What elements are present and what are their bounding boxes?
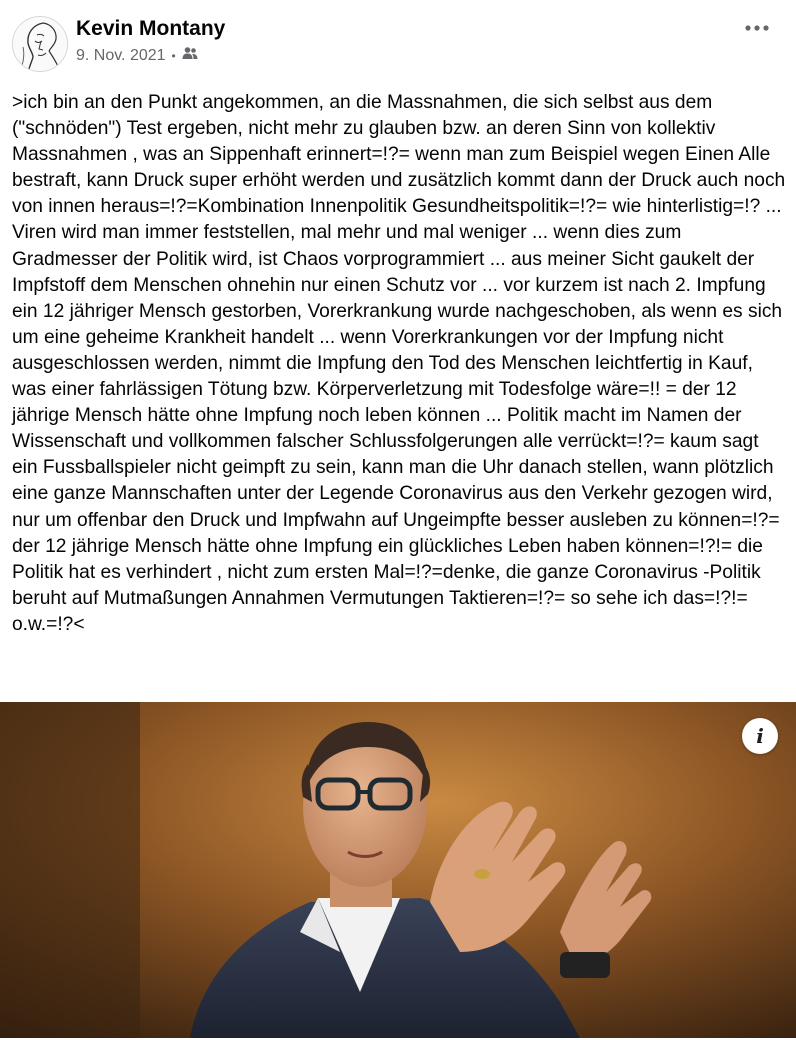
info-icon: i [756, 724, 764, 748]
friends-icon [182, 46, 198, 65]
photo-portrait-man-gesturing [0, 702, 796, 1038]
avatar-sketch-image [13, 17, 67, 71]
post-date[interactable]: 9. Nov. 2021 [76, 46, 166, 64]
meta-separator: • [171, 48, 176, 63]
author-name[interactable]: Kevin Montany [76, 17, 226, 40]
post-meta [76, 46, 198, 65]
post-header [0, 0, 796, 84]
more-horizontal-icon [745, 25, 769, 31]
post-text: >ich bin an den Punkt angekommen, an die Massnahmen, die sich selbst aus dem ("schnöden") Test ergeben, nicht mehr zu glauben bzw. an deren Sinn von kollektiv Massnahmen , was an Sippenhaft erinnert=!?= wenn man zum Beispiel wegen Einen Alle bestraft, kann Druck super erhöht werden und zusätzlich kommt dann der Druck auch noch von innen heraus=!?=Kombination Innenpolitik Gesundheitspolitik=!?= wie hinterlistig=!? ... Viren wird man immer feststellen, mal mehr und mal weniger ... wenn dies zum Gradmesser der Politik wird, ist Chaos vorprogrammiert ... aus meiner Sicht gaukelt der Impfstoff dem Menschen ohnehin nur einen Schutz vor ... vor kurzem ist nach 2. Impfung ein 12 jähriger Mensch gestorben, Vorerkrankung wurde nachgeschoben, als wenn es sich um eine geheime Krankheit handelt ... wenn Vorerkrankungen vor der Impfung nicht ausgeschlossen werden, nimmt die Impfung den Tod des Menschen leichtfertig in Kauf, was einer fahrlässigen Tötung bzw. Körperverletzung mit Todesfolge wäre=!! = der 12 jährige Mensch hätte ohne Impfung noch leben können ... Politik macht im Namen der Wissenschaft und vollkommen falscher Schlussfolgerungen alle verrückt=!?= kaum sagt ein Fussballspieler nicht geimpft zu sein, kann man die Uhr danach stellen, wann plötzlich eine ganze Mannschaften unter der Legende Coronavirus aus den Verkehr gezogen wird, nur um offenbar den Druck und Impfwahn auf Ungeimpfte besser ausleben zu können=!?= der 12 jährige Mensch hätte ohne Impfung ein glückliches Leben haben können=!?!= die Politik hat es verhindert , nicht zum ersten Mal=!?=denke, die ganze Coronavirus -Politik beruht auf Mutmaßungen Annahmen Vermutungen Taktieren=!?= so sehe ich das=!?!= o.w.=!?< [12, 92, 786, 635]
info-button[interactable] [742, 718, 778, 754]
avatar[interactable] [12, 16, 68, 72]
post-photo[interactable] [0, 702, 796, 1038]
more-options-button[interactable] [740, 16, 774, 40]
